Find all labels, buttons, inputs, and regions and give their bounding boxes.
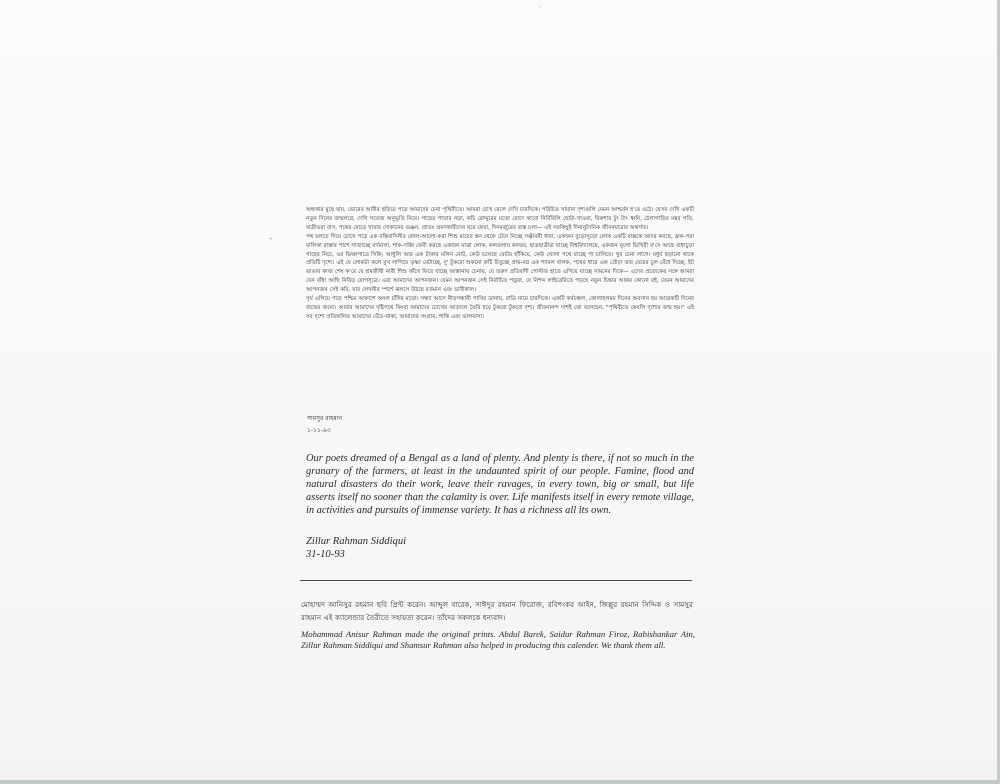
bengali-signature: [307, 414, 342, 438]
credits-bengali: মোহাম্মদ আনিসুর রহমান ছবি প্রিন্ট করেন। আব্দুল বারেক, সাঈদুর রহমান ফিরোজ, রবিশংকর আইন, জিল্লুর রহমান সিদ্দিক ও সামসুর রাহমান এই ক্যালেন্ডার তৈরীতে সহায়তা করেন। তাঁদের সকলকে ধন্যবাদ।: [301, 600, 693, 623]
english-date: 31-10-93: [306, 549, 345, 560]
english-signature: [306, 535, 406, 561]
bengali-date: ১-১১-৯৩: [307, 427, 331, 434]
english-author: Zillur Rahman Siddiqui: [306, 536, 407, 547]
bengali-paragraph-2: পথ চলতে গিয়ে চোখে পড়ে এক বস্তিবাসিনীর কোল-আলো-করা শিশু মায়ের স্তন থেকে টেনে নিচ্ছে সঞ্জীবনী ধারা, একজন বুড়োসুড়ো লোক একটি বাক্সকে আদর করছে, ফ্রক-পরা বালিকা রাস্তার পাশে সাজাচ্ছে বর্ণমালা, শাক-সব্জি ফেরী করছে একজন মাঝা লোক, কলতলায় কলরব, ছাত্রছাত্রীরা যাচ্ছে বিশ্ববিদ্যালয়ে, একজন নুলো ভিখিরী ব'সে আছে বাধাচুড়া গাছের নিচে, ওর ভিক্ষাপাত্রে সিকি, আধুলি আর এক টাকার মলিন নোট, কেউ চলেছে মোটর হাঁকিয়ে, কেউ খোলা পথে যাচ্ছে পা চালিয়ে। খুব চেনা লাগে। মধুর্য ছড়ানো থাকে প্রতিটি দৃশ্যে। এই যে লোকটা কলে মুখ লাগিয়ে তৃষ্ণা মেটাচ্ছে, দু' টুকরো শুকনো রুটি চিবুচ্ছে প্রায়-নগ্ন এক শ্যামল বালক, পথের ধারে এক প্রৌঢ়া তার মেয়ের চুল বেঁধে দিচ্ছে, ইট ভাঙার কাজ শেষ ক'রে যে শ্রমজীবী নারী শিশু কাঁখে ফিরে যাচ্ছে আস্তানায় চেনায়, যে তরুণ প্রতিবাদী পোস্টার হাতে এগিয়ে যাচ্ছে সামনের দিকে— এদের প্রত্যেকের সঙ্গে আমরা যেন বাঁধা আছি নিবিড় যোগসূত্রে। এরা আমাদের আপনজন। যেমন আপনজন সেই নির্বাচিত পড়ুয়া, যে নিশব্দ লাইব্রেরিতে পড়ছে নতুন চিন্তার আকর কোনো বই, যেমন আমাদের আপনজন সেই কবি, যার লেখনীর স্পর্শে ঝলসে উঠছে বর্তমান এবং ভাবীকাল।: [306, 233, 694, 294]
scan-speck: ˇ: [538, 6, 543, 16]
bengali-author: সামসুর রাহমান: [307, 415, 343, 422]
bengali-paragraph-3: সূর্য এলিয়ে পড়ে পশ্চিম আকাশে অনল চাঁদির মতো। সন্ধ্যা আসে নীড়সন্ধানী পাখির ডানায়, রাত্রি নামে চারদিকে। একটি কর্মচঞ্চল, কোলাহলময় দিনের অবসান হয় আরেকটি দিনের জন্মের জন্যে। আবার আমাদের দৃষ্টিপথে কিংবা আমাদের চোখের আড়ালে তৈরি হবে টুকরো টুকরো দৃশ্য। জীবনানন্দ দাশই তো বলেছেন, "পৃথিবীতে কেবলি দৃশ্যের জন্ম হয়।" এই সব দৃশ্যে প্রতিফলিত আমাদের বেঁচে-থাকা, আমাদের সংগ্রাম, শান্তি এবং ভালবাসা।: [306, 296, 694, 320]
credits-english: Mohammad Anisur Rahman made the original prints. Abdul Barek, Saidur Rahman Firoz, Rabishankar Ain, Zillur Rahman Siddiqui and Shamsur Rahman also helped in producing this calender. We thank them all.: [301, 629, 695, 651]
bengali-paragraph-1: অন্ধকার মুছে যায়, ভোরের আবীর ছড়িয়ে পড়ে আমাদের চেনা পৃথিবীতে। আমরা চোখ মেলে দেখি চারদিকে। পরিচিত সামান্য দৃশ্যগুলি যেমন আশ্চর্যন হ'য়ে ওঠে। যেসব দেখি একটি নতুন দিনের জন্মলগ্নে, দেখি সতেজ অনুভূতি নিয়ে। গাছের পাতার নড়া, কচি রোদ্দুরের মতো রোদে কারো নির্বিবিলি ছোটা-খাওয়া, রিকশার টুং টাং ধ্বনি, ঠেলাগাড়ির মন্থর গতি, যাত্রীভরা বাস, পথের মোড়ে খাবার দোকানের গুঞ্জন, প্রাতঃ ভ্রমণকারীদের ঘরে ফেরা, দিনমজুরের ব্যস্ত চলা— এই সবকিছুই দিনানুদৈনিক জীবনযাত্রার অন্তর্গত।: [306, 207, 694, 231]
page-edge-bottom: [0, 780, 1000, 784]
section-divider: [300, 580, 692, 581]
scan-tick: ˋ: [269, 238, 274, 248]
bengali-essay: [306, 206, 694, 322]
english-essay: Our poets dreamed of a Bengal as a land of plenty. And plenty is there, if not so much in the granary of the farmers, at least in the undaunted spirit of our people. Famine, flood and natural disasters do their work, leave their ravages, in every town, big or small, but life asserts itself no sooner than the calamity is over. Life manifests itself in every remote village, in activities and pursuits of immense variety. It has a richness all its own.: [306, 453, 694, 517]
